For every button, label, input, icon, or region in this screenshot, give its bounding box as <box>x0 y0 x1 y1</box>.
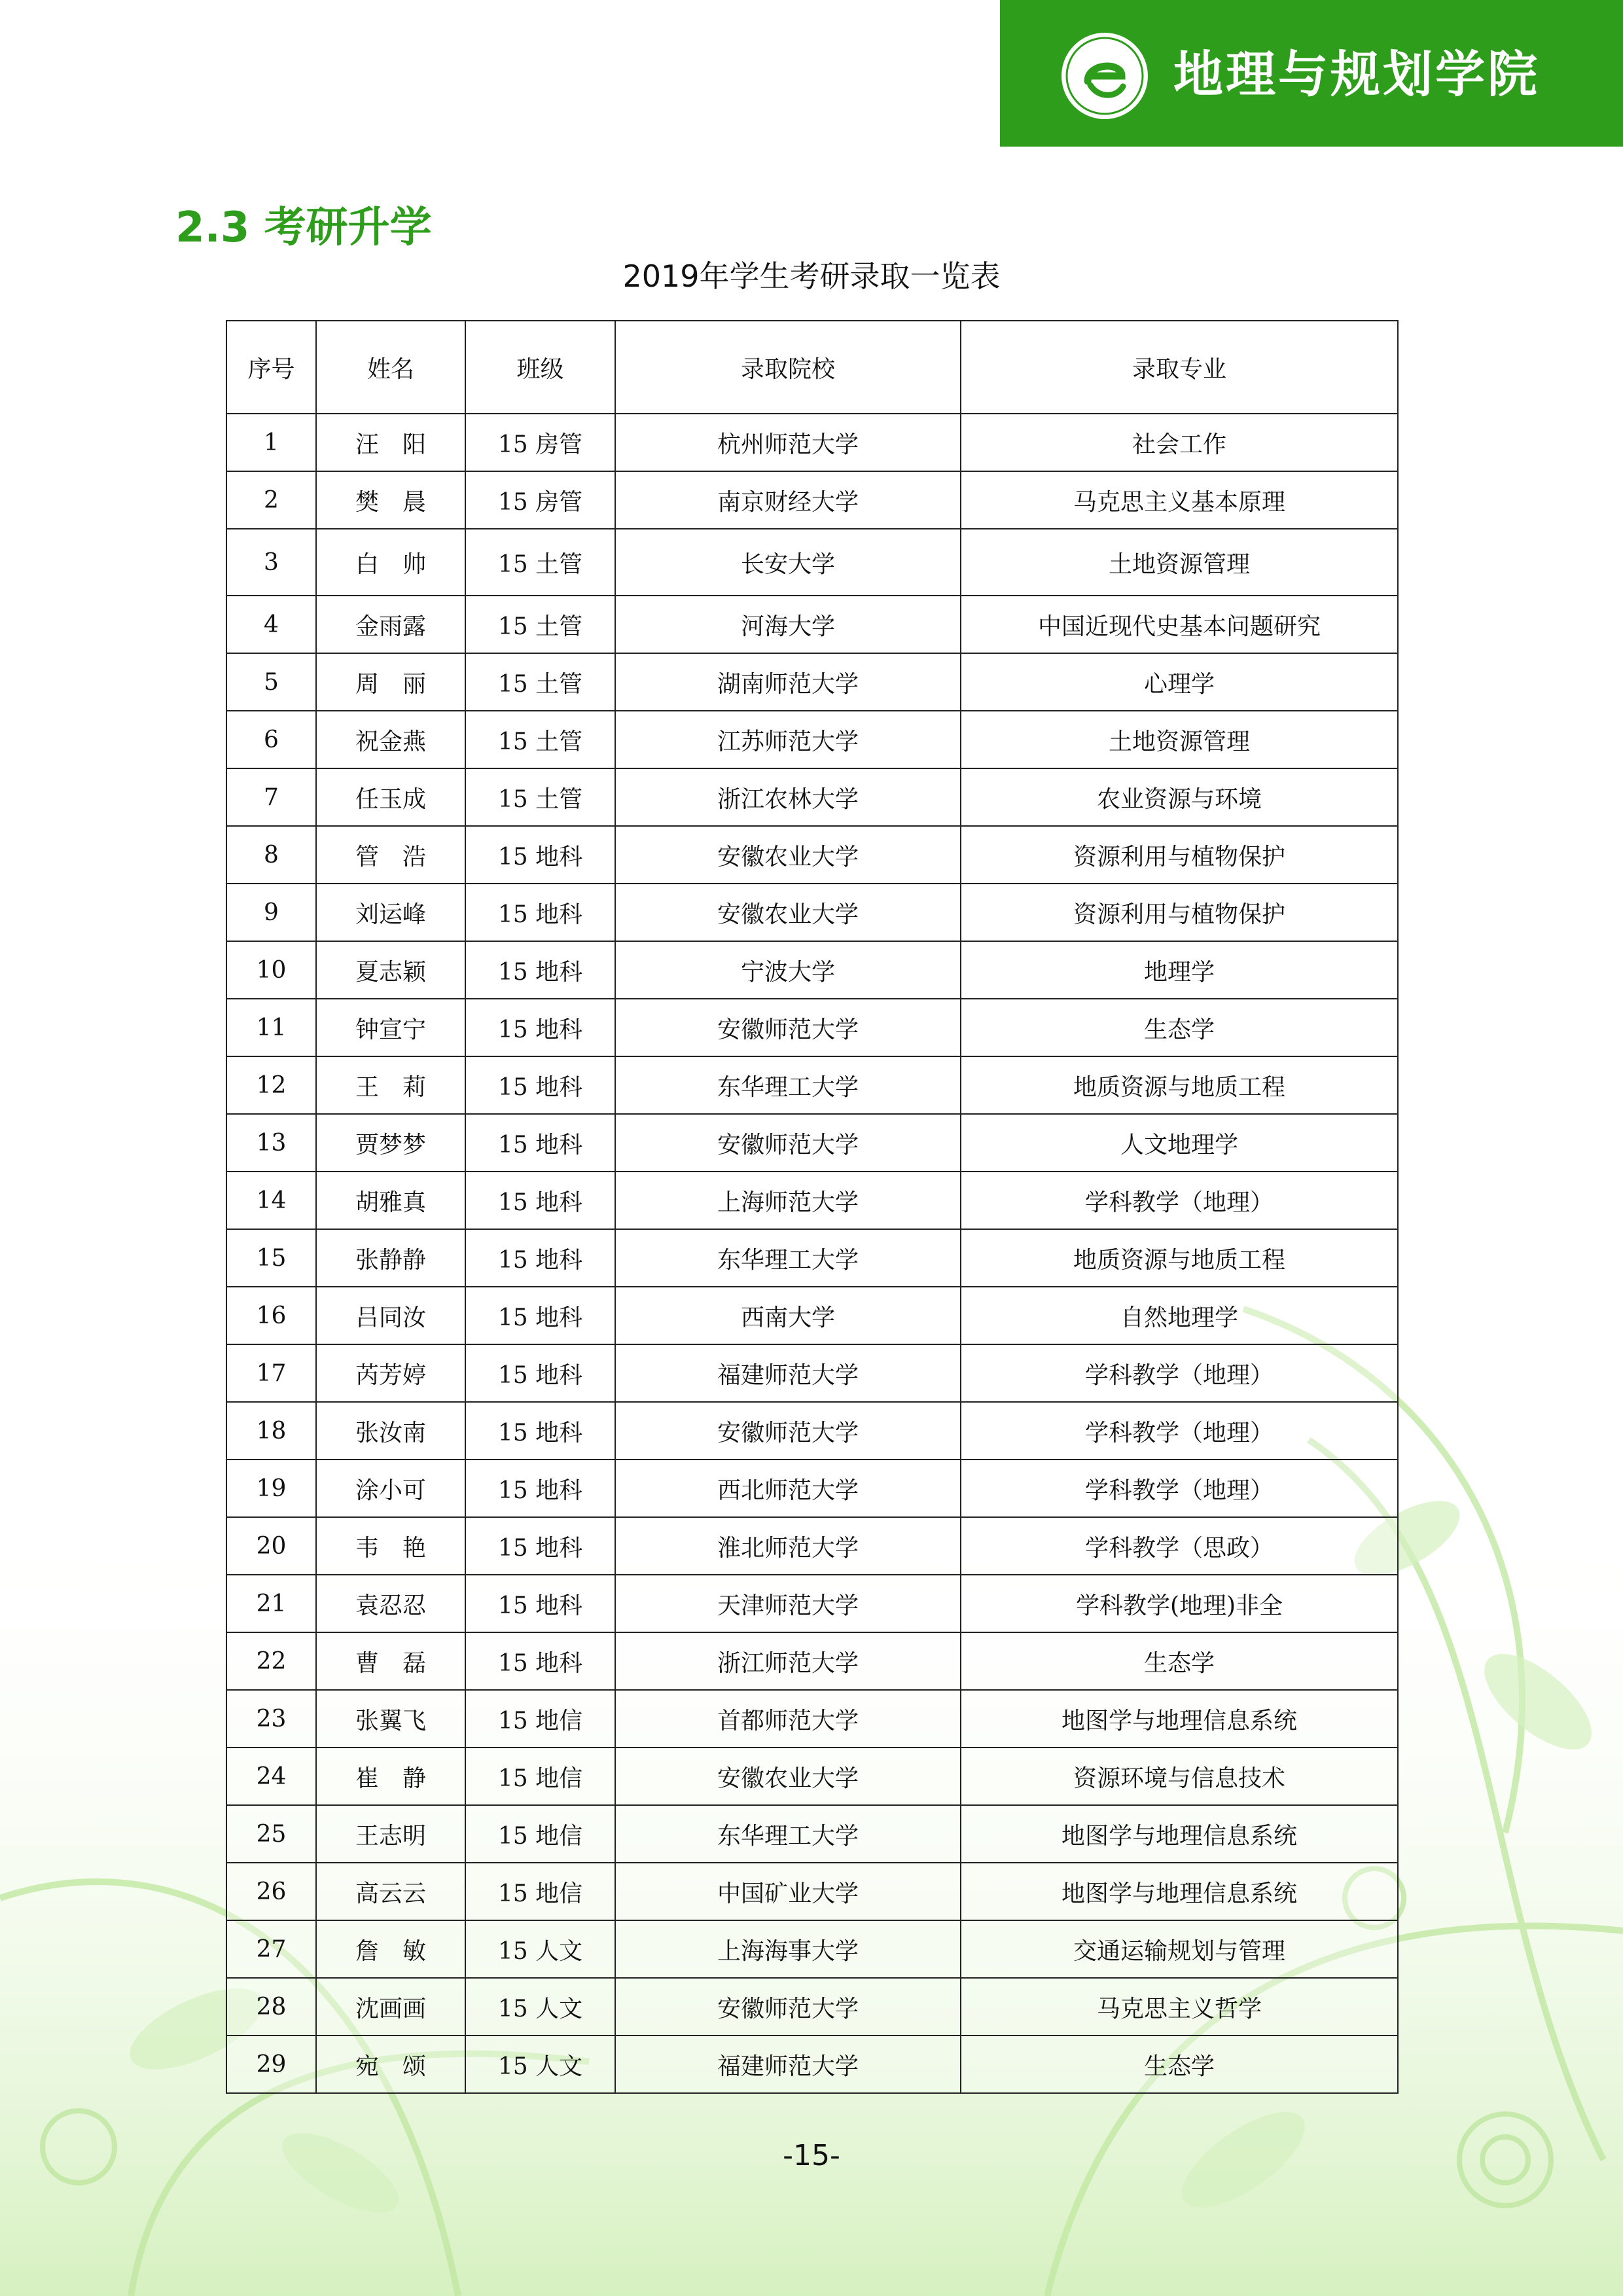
row-number: 7 <box>226 768 316 826</box>
row-number: 18 <box>226 1402 316 1460</box>
student-name: 贾梦梦 <box>316 1114 465 1172</box>
row-number: 11 <box>226 999 316 1056</box>
admitted-university: 南京财经大学 <box>615 471 961 529</box>
student-name: 王志明 <box>316 1805 465 1863</box>
admitted-university: 安徽农业大学 <box>615 1748 961 1805</box>
admitted-university: 安徽师范大学 <box>615 1978 961 2036</box>
table-header-row <box>226 321 1398 414</box>
class-name: 15 房管 <box>465 414 615 471</box>
table-row <box>226 1402 1398 1460</box>
admitted-major: 生态学 <box>961 999 1398 1056</box>
student-name: 芮芳婷 <box>316 1344 465 1402</box>
admitted-major: 社会工作 <box>961 414 1398 471</box>
admitted-major: 学科教学（地理） <box>961 1460 1398 1517</box>
row-number: 2 <box>226 471 316 529</box>
admitted-major: 土地资源管理 <box>961 711 1398 768</box>
table-row <box>226 1056 1398 1114</box>
row-number: 26 <box>226 1863 316 1920</box>
table-row <box>226 529 1398 596</box>
class-name: 15 地科 <box>465 884 615 941</box>
admitted-university: 东华理工大学 <box>615 1056 961 1114</box>
row-number: 14 <box>226 1172 316 1229</box>
admitted-university: 杭州师范大学 <box>615 414 961 471</box>
admitted-university: 河海大学 <box>615 596 961 653</box>
admitted-major: 交通运输规划与管理 <box>961 1920 1398 1978</box>
column-header: 姓名 <box>316 321 465 414</box>
row-number: 16 <box>226 1287 316 1344</box>
student-name: 韦 艳 <box>316 1517 465 1575</box>
admitted-major: 马克思主义哲学 <box>961 1978 1398 2036</box>
table-row <box>226 653 1398 711</box>
column-header: 录取院校 <box>615 321 961 414</box>
student-name: 王 莉 <box>316 1056 465 1114</box>
page-number: -15- <box>783 2139 840 2172</box>
admitted-major: 学科教学（思政） <box>961 1517 1398 1575</box>
class-name: 15 人文 <box>465 2036 615 2093</box>
admitted-major: 地质资源与地质工程 <box>961 1229 1398 1287</box>
admitted-major: 学科教学（地理） <box>961 1172 1398 1229</box>
table-row <box>226 414 1398 471</box>
row-number: 27 <box>226 1920 316 1978</box>
class-name: 15 地信 <box>465 1690 615 1748</box>
class-name: 15 地信 <box>465 1748 615 1805</box>
admitted-university: 安徽师范大学 <box>615 1402 961 1460</box>
admitted-university: 安徽师范大学 <box>615 999 961 1056</box>
student-name: 张汝南 <box>316 1402 465 1460</box>
student-name: 汪 阳 <box>316 414 465 471</box>
row-number: 13 <box>226 1114 316 1172</box>
class-name: 15 地科 <box>465 1287 615 1344</box>
admitted-university: 上海师范大学 <box>615 1172 961 1229</box>
table-row <box>226 884 1398 941</box>
table-row <box>226 1805 1398 1863</box>
class-name: 15 土管 <box>465 711 615 768</box>
row-number: 29 <box>226 2036 316 2093</box>
row-number: 17 <box>226 1344 316 1402</box>
admitted-university: 长安大学 <box>615 529 961 596</box>
row-number: 4 <box>226 596 316 653</box>
admitted-university: 东华理工大学 <box>615 1229 961 1287</box>
admitted-university: 安徽农业大学 <box>615 884 961 941</box>
admitted-major: 资源环境与信息技术 <box>961 1748 1398 1805</box>
row-number: 3 <box>226 529 316 596</box>
admitted-major: 心理学 <box>961 653 1398 711</box>
admitted-major: 地理学 <box>961 941 1398 999</box>
admitted-university: 福建师范大学 <box>615 2036 961 2093</box>
class-name: 15 地科 <box>465 1460 615 1517</box>
table-row <box>226 1748 1398 1805</box>
admitted-university: 天津师范大学 <box>615 1575 961 1632</box>
admitted-major: 地质资源与地质工程 <box>961 1056 1398 1114</box>
student-name: 钟宣宁 <box>316 999 465 1056</box>
admitted-major: 生态学 <box>961 2036 1398 2093</box>
admitted-university: 福建师范大学 <box>615 1344 961 1402</box>
table-title: 2019年学生考研录取一览表 <box>622 259 1001 294</box>
class-name: 15 土管 <box>465 529 615 596</box>
row-number: 24 <box>226 1748 316 1805</box>
table-row <box>226 1978 1398 2036</box>
column-header: 序号 <box>226 321 316 414</box>
class-name: 15 土管 <box>465 653 615 711</box>
table-row <box>226 1229 1398 1287</box>
class-name: 15 人文 <box>465 1978 615 2036</box>
table-row <box>226 1690 1398 1748</box>
student-name: 刘运峰 <box>316 884 465 941</box>
class-name: 15 地科 <box>465 826 615 884</box>
college-name: 地理与规划学院 <box>1173 45 1540 103</box>
class-name: 15 地科 <box>465 1517 615 1575</box>
class-name: 15 地科 <box>465 1056 615 1114</box>
student-name: 张静静 <box>316 1229 465 1287</box>
table-row <box>226 1114 1398 1172</box>
admitted-university: 湖南师范大学 <box>615 653 961 711</box>
table-row <box>226 1920 1398 1978</box>
row-number: 25 <box>226 1805 316 1863</box>
admitted-university: 西北师范大学 <box>615 1460 961 1517</box>
table-row <box>226 471 1398 529</box>
class-name: 15 地科 <box>465 941 615 999</box>
admitted-major: 学科教学（地理） <box>961 1402 1398 1460</box>
student-name: 吕同汝 <box>316 1287 465 1344</box>
class-name: 15 地科 <box>465 1344 615 1402</box>
admitted-university: 东华理工大学 <box>615 1805 961 1863</box>
student-name: 高云云 <box>316 1863 465 1920</box>
table-row <box>226 826 1398 884</box>
table-row <box>226 1287 1398 1344</box>
admitted-major: 学科教学(地理)非全 <box>961 1575 1398 1632</box>
table-row <box>226 1460 1398 1517</box>
admitted-university: 宁波大学 <box>615 941 961 999</box>
class-name: 15 土管 <box>465 596 615 653</box>
student-name: 袁忍忍 <box>316 1575 465 1632</box>
class-name: 15 地信 <box>465 1863 615 1920</box>
admitted-major: 资源利用与植物保护 <box>961 826 1398 884</box>
column-header: 录取专业 <box>961 321 1398 414</box>
table-row <box>226 1632 1398 1690</box>
student-name: 白 帅 <box>316 529 465 596</box>
table-row <box>226 1344 1398 1402</box>
row-number: 6 <box>226 711 316 768</box>
admitted-major: 马克思主义基本原理 <box>961 471 1398 529</box>
admitted-university: 上海海事大学 <box>615 1920 961 1978</box>
class-name: 15 地科 <box>465 999 615 1056</box>
table-row <box>226 999 1398 1056</box>
student-name: 祝金燕 <box>316 711 465 768</box>
row-number: 9 <box>226 884 316 941</box>
row-number: 22 <box>226 1632 316 1690</box>
row-number: 5 <box>226 653 316 711</box>
table-row <box>226 711 1398 768</box>
admitted-university: 浙江师范大学 <box>615 1632 961 1690</box>
row-number: 21 <box>226 1575 316 1632</box>
student-name: 任玉成 <box>316 768 465 826</box>
row-number: 28 <box>226 1978 316 2036</box>
class-name: 15 地科 <box>465 1172 615 1229</box>
class-name: 15 人文 <box>465 1920 615 1978</box>
admitted-university: 首都师范大学 <box>615 1690 961 1748</box>
table-row <box>226 1575 1398 1632</box>
class-name: 15 土管 <box>465 768 615 826</box>
admitted-major: 学科教学（地理） <box>961 1344 1398 1402</box>
admitted-major: 土地资源管理 <box>961 529 1398 596</box>
student-name: 胡雅真 <box>316 1172 465 1229</box>
student-name: 曹 磊 <box>316 1632 465 1690</box>
student-name: 詹 敏 <box>316 1920 465 1978</box>
row-number: 10 <box>226 941 316 999</box>
student-name: 樊 晨 <box>316 471 465 529</box>
student-name: 周 丽 <box>316 653 465 711</box>
table-row <box>226 1172 1398 1229</box>
table-row <box>226 2036 1398 2093</box>
student-name: 张翼飞 <box>316 1690 465 1748</box>
column-header: 班级 <box>465 321 615 414</box>
class-name: 15 地科 <box>465 1402 615 1460</box>
table-row <box>226 1863 1398 1920</box>
admitted-university: 江苏师范大学 <box>615 711 961 768</box>
student-name: 管 浩 <box>316 826 465 884</box>
admission-table <box>226 320 1399 2094</box>
admitted-university: 中国矿业大学 <box>615 1863 961 1920</box>
admitted-university: 安徽师范大学 <box>615 1114 961 1172</box>
class-name: 15 地科 <box>465 1114 615 1172</box>
class-name: 15 地科 <box>465 1575 615 1632</box>
admitted-major: 地图学与地理信息系统 <box>961 1805 1398 1863</box>
row-number: 15 <box>226 1229 316 1287</box>
student-name: 沈画画 <box>316 1978 465 2036</box>
admitted-major: 农业资源与环境 <box>961 768 1398 826</box>
admitted-major: 地图学与地理信息系统 <box>961 1690 1398 1748</box>
admitted-major: 生态学 <box>961 1632 1398 1690</box>
admitted-university: 安徽农业大学 <box>615 826 961 884</box>
class-name: 15 房管 <box>465 471 615 529</box>
student-name: 夏志颖 <box>316 941 465 999</box>
admitted-university: 西南大学 <box>615 1287 961 1344</box>
student-name: 崔 静 <box>316 1748 465 1805</box>
row-number: 8 <box>226 826 316 884</box>
admitted-university: 淮北师范大学 <box>615 1517 961 1575</box>
row-number: 23 <box>226 1690 316 1748</box>
table-row <box>226 941 1398 999</box>
admitted-university: 浙江农林大学 <box>615 768 961 826</box>
admitted-major: 中国近现代史基本问题研究 <box>961 596 1398 653</box>
row-number: 12 <box>226 1056 316 1114</box>
table-row <box>226 1517 1398 1575</box>
class-name: 15 地科 <box>465 1229 615 1287</box>
table-row <box>226 768 1398 826</box>
section-heading: 2.3 考研升学 <box>175 204 432 252</box>
class-name: 15 地科 <box>465 1632 615 1690</box>
row-number: 19 <box>226 1460 316 1517</box>
student-name: 宛 颂 <box>316 2036 465 2093</box>
college-banner <box>1000 0 1623 147</box>
university-seal-icon <box>1059 30 1150 122</box>
student-name: 金雨露 <box>316 596 465 653</box>
row-number: 1 <box>226 414 316 471</box>
admitted-major: 资源利用与植物保护 <box>961 884 1398 941</box>
admitted-major: 人文地理学 <box>961 1114 1398 1172</box>
table-row <box>226 596 1398 653</box>
admitted-major: 自然地理学 <box>961 1287 1398 1344</box>
admitted-major: 地图学与地理信息系统 <box>961 1863 1398 1920</box>
row-number: 20 <box>226 1517 316 1575</box>
student-name: 涂小可 <box>316 1460 465 1517</box>
class-name: 15 地信 <box>465 1805 615 1863</box>
